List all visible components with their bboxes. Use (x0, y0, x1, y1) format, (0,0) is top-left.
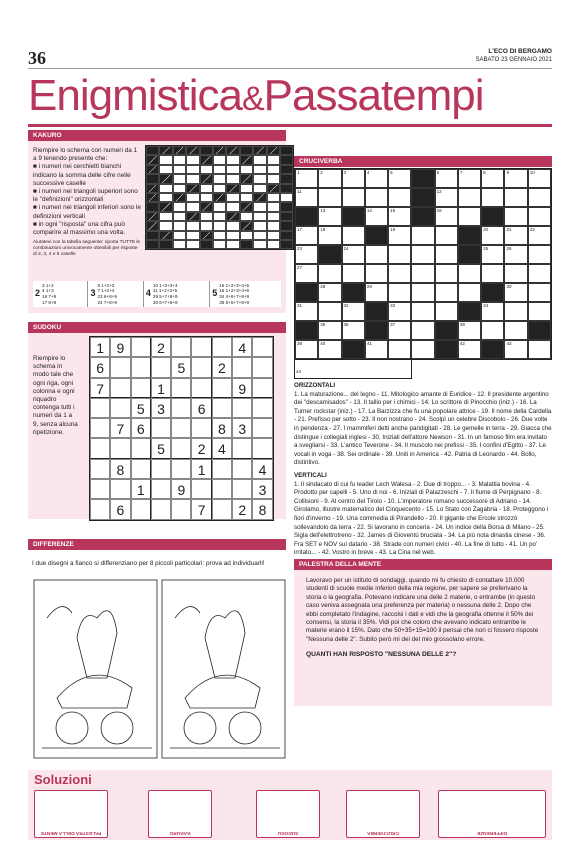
sudoku-cell[interactable]: 8 (110, 459, 130, 479)
sudoku-cell[interactable] (191, 418, 211, 438)
down-clues: 1. Il sindacato di cui fu leader Lech Walesa - 2. Due di troppo... - 3. Malattia bovina - 4. Prodotto per capelli - 5. Uno di noi - 6. Iniziali di Palazzeschi - 7. Il fiume di Perpignano - 8. Collisioni - 9. Al centro del Tirolo - 10. L'imperatore romano successore di Adriano - 14. Girolamo, illustre matematico del Cinquecento - 15. Lo Stato con Zagabria - 18. Proteggono i fiori d'inverno - 19. Una commedia di Pirandello - 20. Il gigante che Ercole strozzò sollevandolo da terra - 22. Si lavorano in conceria - 24. Un indice della Borsa di Milano - 25. Sigla dell'elettrotreno - 32. James di Gioventù bruciata - 34. La più nota dinastia cinese - 36. Fra SET e NOV sul datario - 38. Strade con numeri civici - 40. La fine di tutto - 41. Un po' irritato... - 42. Vostro in breve - 43. La Cina nel web. (294, 480, 549, 557)
sudoku-cell[interactable]: 3 (232, 418, 252, 438)
sudoku-cell[interactable] (212, 499, 232, 519)
page-title (28, 72, 484, 123)
sudoku-cell[interactable] (131, 438, 151, 458)
combo-table: 2 3 1+2 4 1+3 16 7+9 17 8+9 (33, 281, 88, 307)
sudoku-cell[interactable] (110, 398, 130, 418)
sudoku-cell[interactable]: 7 (90, 378, 110, 398)
sudoku-cell[interactable] (171, 438, 191, 458)
sudoku-cell[interactable] (212, 459, 232, 479)
sudoku-cell[interactable] (131, 357, 151, 377)
crossword-section (294, 156, 552, 557)
sudoku-cell[interactable]: 1 (131, 479, 151, 499)
title-amp: & (241, 80, 264, 118)
differences-drawings[interactable] (32, 578, 287, 760)
combo-table: 5 15 1+2+3+4+5 16 1+2+3+4+6 34 4+6+7+8+9 35 5+6+7+8+9 (212, 282, 250, 305)
solution-kakuro: KAKURO (148, 790, 212, 838)
title-rule (28, 124, 552, 127)
kakuro-section (28, 130, 286, 313)
sudoku-cell[interactable] (131, 378, 151, 398)
sudoku-cell[interactable] (110, 357, 130, 377)
kakuro-intro: Riempire lo schema con numeri da 1 a 9 tenendo presente che: (33, 147, 138, 163)
sudoku-cell[interactable]: 1 (191, 459, 211, 479)
sudoku-cell[interactable]: 7 (110, 418, 130, 438)
sudoku-cell[interactable] (171, 337, 191, 357)
solution-crossword: CRUCIVERBA (346, 790, 420, 838)
sudoku-cell[interactable] (191, 378, 211, 398)
sudoku-cell[interactable]: 7 (191, 499, 211, 519)
sudoku-cell[interactable]: 8 (212, 418, 232, 438)
sudoku-cell[interactable]: 4 (232, 337, 252, 357)
kakuro-rule: ■ in ogni "risposta" una cifra può comparire al massimo una volta. (33, 220, 125, 237)
kakuro-help: Aiutatevi con la tabella seguente: riporta TUTTE le combinazioni univocamente ottenibili per risposte di 2, 3, 4 e 5 caselle (33, 240, 141, 258)
sudoku-cell[interactable] (171, 398, 191, 418)
title-left: Enigmistica (28, 71, 242, 120)
sudoku-cell[interactable] (151, 357, 171, 377)
sudoku-cell[interactable]: 9 (171, 479, 191, 499)
sudoku-cell[interactable] (252, 337, 272, 357)
sudoku-cell[interactable]: 5 (151, 438, 171, 458)
sudoku-cell[interactable]: 1 (90, 337, 110, 357)
sudoku-cell[interactable] (131, 459, 151, 479)
crossword-clues (294, 382, 552, 558)
sudoku-cell[interactable] (90, 479, 110, 499)
sudoku-cell[interactable] (110, 438, 130, 458)
publication-name: L'ECO DI BERGAMO (488, 48, 552, 55)
sudoku-box (28, 333, 286, 519)
solutions-section (28, 770, 552, 840)
sudoku-cell[interactable] (212, 378, 232, 398)
sudoku-cell[interactable]: 9 (232, 378, 252, 398)
sudoku-cell[interactable]: 3 (151, 398, 171, 418)
differences-label: DIFFERENZE (28, 539, 286, 550)
sudoku-cell[interactable]: 9 (110, 337, 130, 357)
sudoku-cell[interactable]: 1 (151, 378, 171, 398)
across-clues: 1. La maturazione... del legno - 11. Mitologico amante di Euridice - 12. Il presidente argentino dei "descamisados" - 13. Il tallio per i chimici - 14. Lo scrittore di Pinocchio (iniz.) - 16. La Turner rockstar (iniz.) - 17. La Barzizza che fu una popolare attrice - 19. Il nome della Cardella - 21. Prefisso per sotto - 23. Il non nostrano - 24. Scolpì un celebre Discobolo - 26. Due volte in pendenza - 27. I mammiferi detti anche paridigitati - 28. Le gemelle in terra - 29. Giacca che distingue i collegiali inglesi - 30. Iniziali dell'attore Newson - 31. In un famoso film era invitato a svegliarsi - 33. L'antico Teverone - 34. Il muscolo nei prefissi - 35. I confini d'Egitto - 37. Le vocali in voga - 38. Sei ordinale - 39. Uniti in America - 42. Patria di Leonardo - 44. Bollo, distintivo. (294, 390, 552, 467)
combo-table: 3 6 1+2+3 7 1+2+4 23 6+8+9 24 7+8+9 (88, 281, 143, 307)
sudoku-cell[interactable] (131, 499, 151, 519)
solution-differences: DIFFERENZE (438, 790, 546, 838)
sudoku-cell[interactable] (191, 357, 211, 377)
kakuro-rule: ■ i numeri nei triangoli superiori sono le "definizioni" orizzontali (33, 188, 138, 204)
brain-gym-text: Lavoravo per un istituto di sondaggi, quando mi fu chiesto di contattare 10.000 studenti di scuole medie inferiori della mia regione, per sapere se preferivano la storia o la geografia. Potevano indicare una delle 2 materie, o entrambe (in questo caso veniva assegnata una preferenza per materia) o nessuna delle 2. Dopo che ebbi completato l'indagine, raccolsi i dati e vidi che la geografia ottenne il 50% dei consensi, la storia il 35%. Vidi poi che coloro che avevano indicato entrambe le materie erano il 15%. Dato che 50+35+15=100 il pensai che non ci fossero risposte "Nessuna delle 2". Subito però mi dei del mio grossolano errore. (306, 577, 539, 643)
sudoku-cell[interactable] (252, 357, 272, 377)
sudoku-cell[interactable] (90, 438, 110, 458)
sudoku-section (28, 322, 286, 519)
sudoku-cell[interactable] (151, 459, 171, 479)
brain-gym-question: QUANTI HAN RISPOSTO "NESSUNA DELLE 2"? (306, 651, 457, 659)
sudoku-cell[interactable] (171, 459, 191, 479)
sudoku-cell[interactable] (252, 398, 272, 418)
solution-brain-gym: PALESTRA DELLA MENTE (34, 790, 108, 838)
brain-gym-section (294, 559, 552, 706)
sudoku-cell[interactable] (131, 337, 151, 357)
crossword-grid[interactable]: 1 2 3 4 5 6 7 8 9 10 11 12 13 14 15 16 17 18 19 20 21 22 23 24 25 26 27 28 29 30 31 32 33 34 35 36 37 38 39 40 41 42 43 (294, 168, 552, 360)
brain-gym-box (294, 570, 552, 706)
sudoku-cell[interactable] (212, 398, 232, 418)
solutions-title: Soluzioni (34, 772, 92, 787)
differences-instructions: I due disegni a fianco si differenziano per 8 piccoli particolari: prova ad individuarli! (32, 560, 265, 567)
differences-illustration (32, 578, 287, 760)
sudoku-cell[interactable] (171, 378, 191, 398)
masthead (476, 48, 552, 64)
sudoku-cell[interactable] (232, 398, 252, 418)
sudoku-cell[interactable] (232, 459, 252, 479)
sudoku-cell[interactable] (232, 357, 252, 377)
sudoku-cell[interactable]: 5 (131, 398, 151, 418)
sudoku-cell[interactable] (151, 499, 171, 519)
issue-date: SABATO 23 GENNAIO 2021 (475, 57, 552, 63)
sudoku-cell[interactable]: 6 (131, 418, 151, 438)
kakuro-instructions (33, 147, 141, 258)
sudoku-cell[interactable]: 2 (191, 438, 211, 458)
combo-table: 4 10 1+2+3+4 11 1+2+3+5 29 5+7+8+9 30 6+7+8+9 (144, 281, 210, 307)
sudoku-cell[interactable] (252, 418, 272, 438)
sudoku-cell[interactable] (110, 479, 130, 499)
solution-sudoku: SUDOKU (256, 790, 320, 838)
across-title: ORIZZONTALI (294, 382, 336, 389)
sudoku-cell[interactable] (252, 378, 272, 398)
sudoku-label: SUDOKU (28, 322, 286, 333)
title-right: Passatempi (263, 71, 484, 120)
brain-gym-label: PALESTRA DELLA MENTE (294, 559, 552, 570)
sudoku-cell[interactable] (171, 499, 191, 519)
kakuro-rule: ■ i numeri nei triangoli inferiori sono le definizioni verticali (33, 204, 141, 220)
sudoku-cell[interactable] (252, 438, 272, 458)
sudoku-cell[interactable]: 6 (191, 398, 211, 418)
sudoku-cell[interactable] (151, 479, 171, 499)
sudoku-instructions: Riempire lo schema in modo tale che ogni riga, ogni colonna e ogni riquadro contenga tutti i numeri da 1 a 9, senza alcuna ripetizione. (33, 355, 78, 436)
sudoku-cell[interactable]: 2 (151, 337, 171, 357)
sudoku-grid[interactable] (89, 336, 274, 521)
sudoku-cell[interactable]: 6 (90, 357, 110, 377)
sudoku-cell[interactable] (212, 337, 232, 357)
sudoku-cell[interactable] (212, 479, 232, 499)
sudoku-cell[interactable] (90, 398, 110, 418)
sudoku-cell[interactable]: 2 (232, 499, 252, 519)
sudoku-cell[interactable]: 5 (171, 357, 191, 377)
sudoku-cell[interactable]: 2 (212, 357, 232, 377)
sudoku-cell[interactable] (110, 378, 130, 398)
sudoku-cell[interactable] (151, 418, 171, 438)
crossword-last-row[interactable]: 44 (294, 360, 412, 379)
sudoku-cell[interactable] (90, 418, 110, 438)
down-title: VERTICALI (294, 471, 327, 479)
kakuro-box (28, 141, 286, 313)
kakuro-label: KAKURO (28, 130, 286, 141)
sudoku-cell[interactable]: 6 (110, 499, 130, 519)
sudoku-cell[interactable]: 4 (252, 459, 272, 479)
sudoku-cell[interactable] (191, 337, 211, 357)
page-number: 36 (28, 48, 46, 68)
sudoku-cell[interactable] (90, 459, 110, 479)
sudoku-cell[interactable] (191, 479, 211, 499)
kakuro-grid[interactable] (145, 145, 294, 250)
differences-section (28, 539, 286, 550)
kakuro-rule: ■ i numeri nei cerchietti bianchi indicano la somma delle cifre nelle successive caselle (33, 163, 131, 187)
kakuro-combinations (33, 281, 281, 307)
sudoku-cell[interactable] (232, 479, 252, 499)
sudoku-cell[interactable] (171, 418, 191, 438)
sudoku-cell[interactable] (232, 438, 252, 458)
sudoku-cell[interactable]: 4 (212, 438, 232, 458)
sudoku-cell[interactable]: 3 (252, 479, 272, 499)
sudoku-cell[interactable]: 8 (252, 499, 272, 519)
header-rule (28, 68, 552, 69)
sudoku-cell[interactable] (90, 499, 110, 519)
crossword-label: CRUCIVERBA (294, 156, 552, 167)
